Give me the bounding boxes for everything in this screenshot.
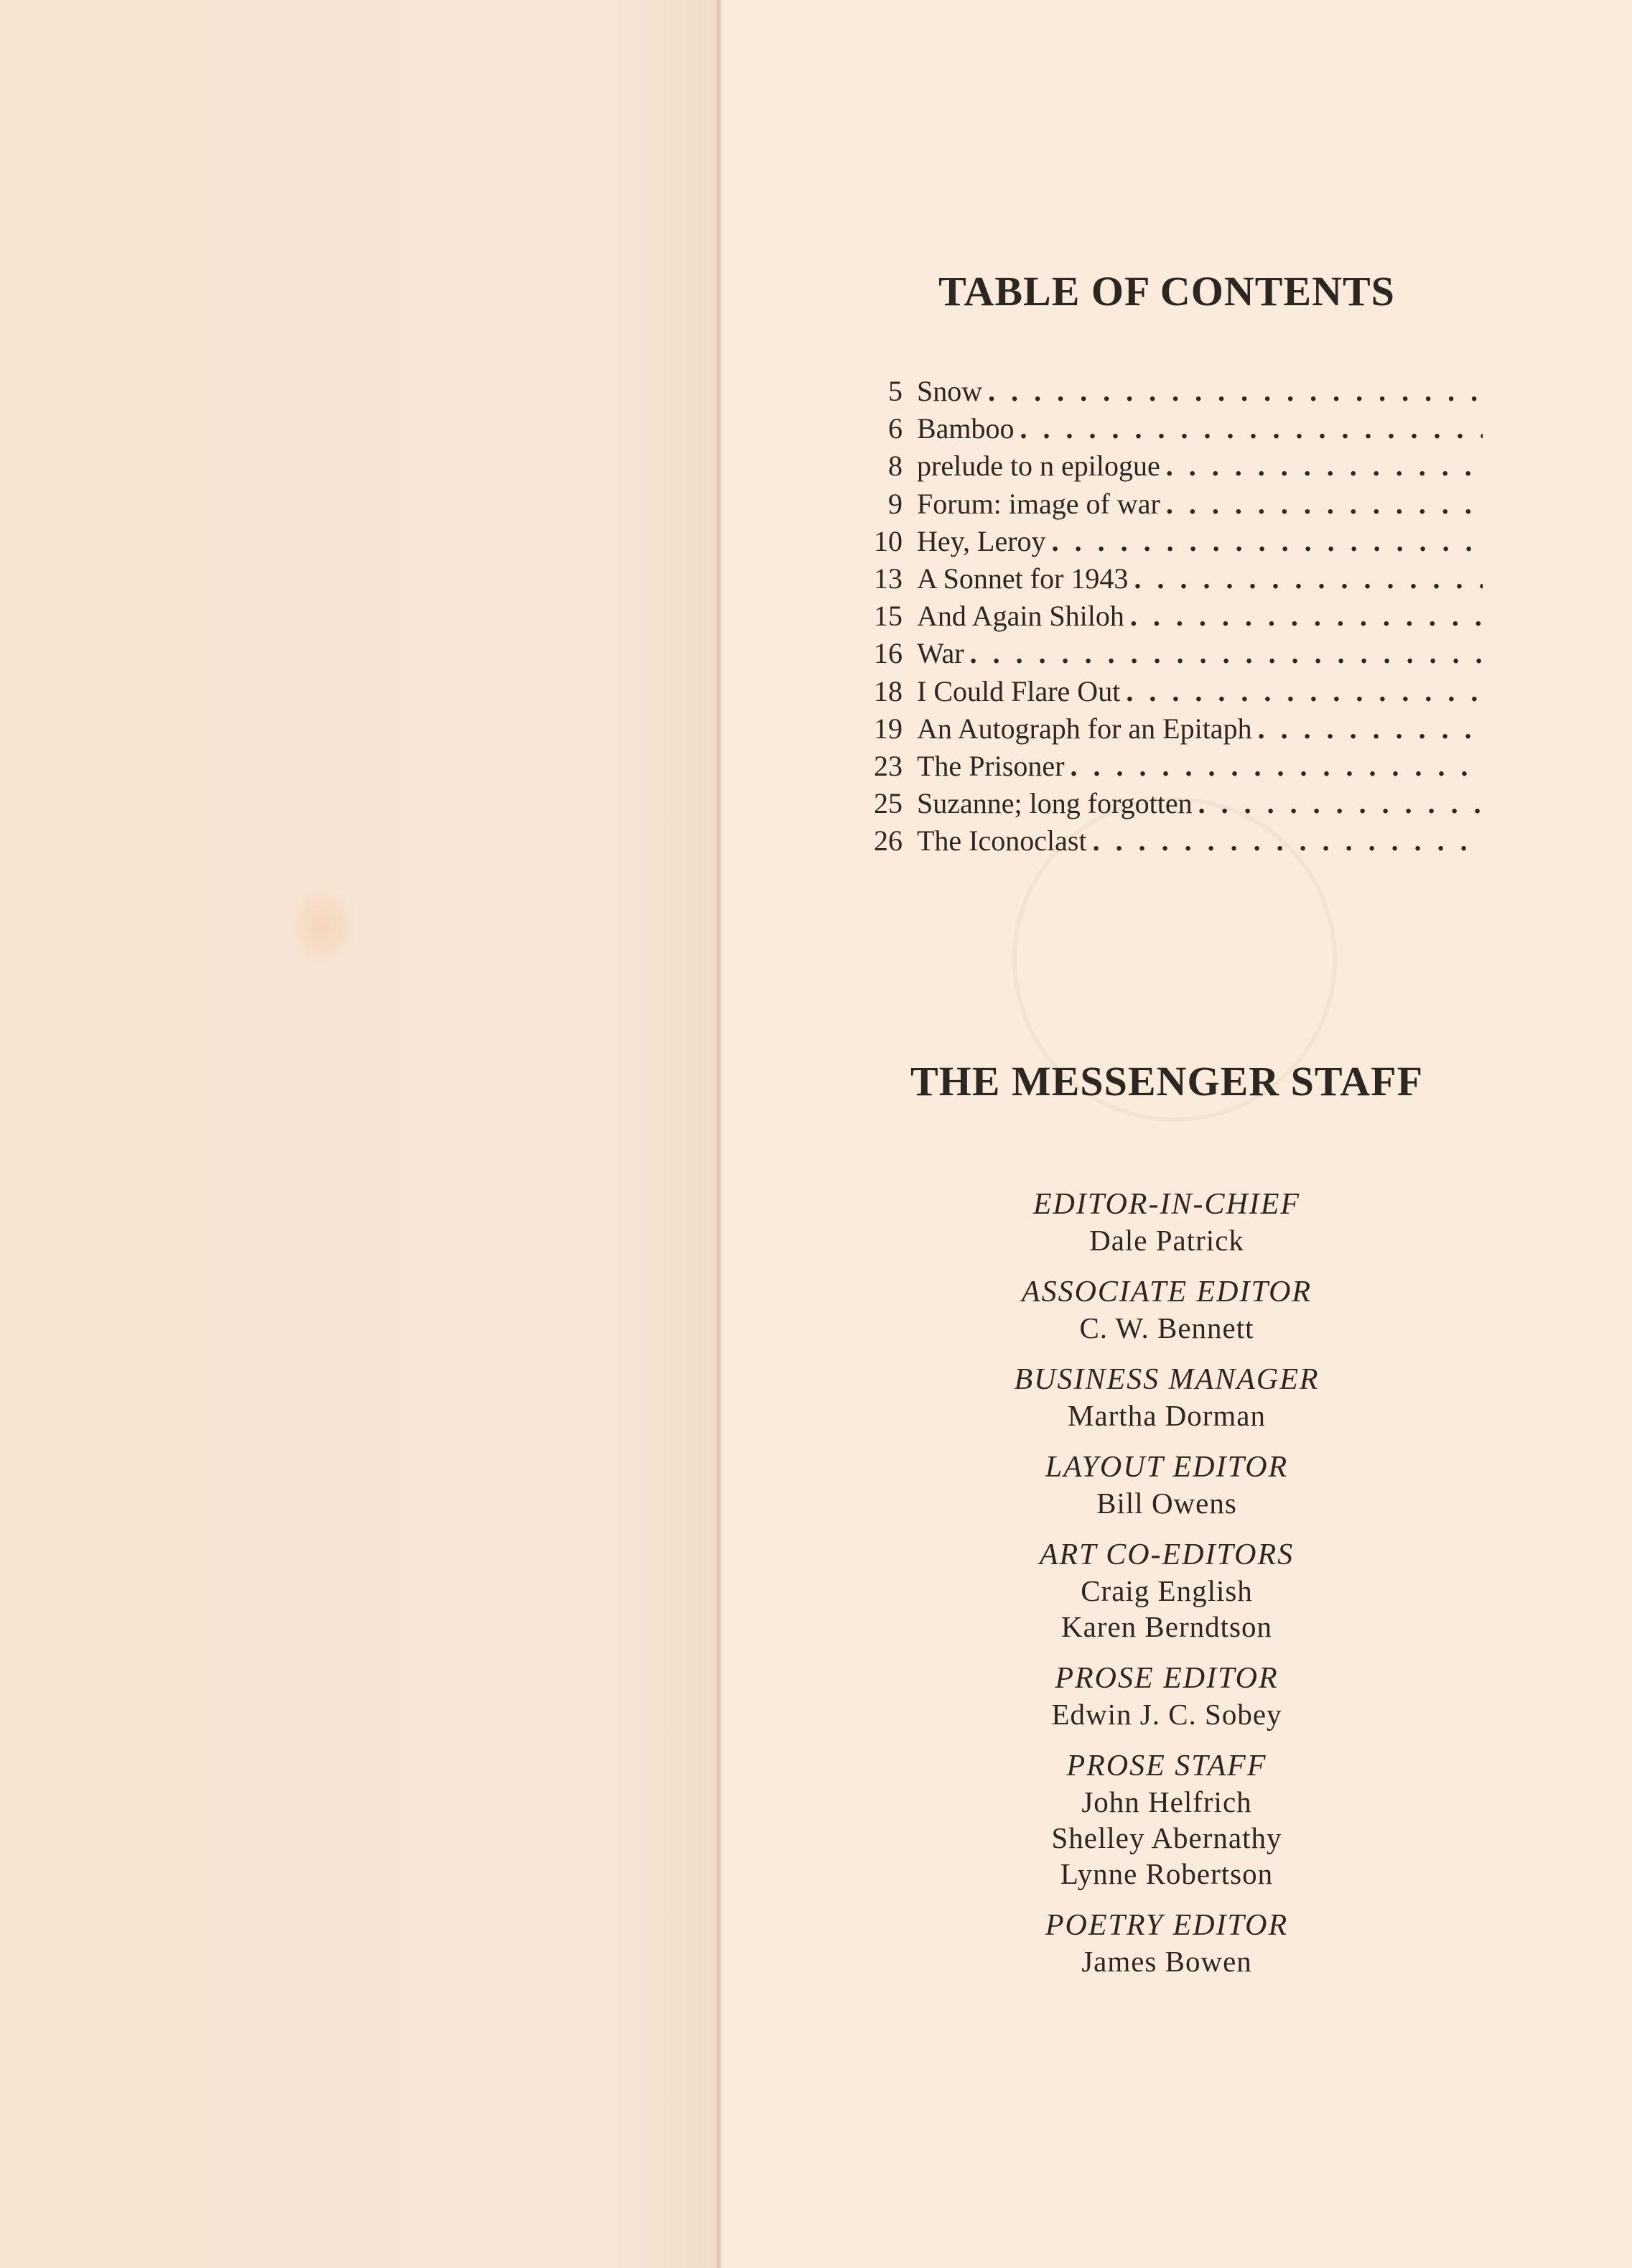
staff-name: Craig English <box>1081 1574 1253 1607</box>
dot-leader <box>1198 785 1483 822</box>
toc-entry-title: The Iconoclast <box>917 824 1087 858</box>
dot-leader <box>1166 447 1483 485</box>
staff-group <box>880 1274 1454 1346</box>
toc-page-number: 16 <box>874 637 903 670</box>
staff-name: Karen Berndtson <box>1061 1610 1272 1643</box>
paper-stain <box>287 883 359 970</box>
staff-name: James Bowen <box>1081 1945 1252 1978</box>
toc-page-number: 23 <box>874 749 903 782</box>
toc-page-number: 26 <box>874 824 903 858</box>
toc-entry-title: Snow <box>917 375 983 407</box>
dot-leader <box>1093 822 1483 860</box>
left-page <box>0 0 718 2268</box>
dot-leader <box>1020 410 1483 447</box>
toc-entry[interactable] <box>851 598 1483 635</box>
dot-leader <box>970 635 1483 672</box>
toc-page-number: 6 <box>888 412 903 445</box>
staff-name: Edwin J. C. Sobey <box>1051 1698 1282 1731</box>
staff-role: PROSE STAFF <box>1066 1749 1267 1783</box>
toc-entry-title: And Again Shiloh <box>917 600 1124 633</box>
toc-entry[interactable] <box>851 560 1483 598</box>
staff-role: BUSINESS MANAGER <box>1014 1363 1320 1396</box>
staff-group <box>880 1449 1454 1521</box>
staff-group <box>880 1186 1454 1258</box>
toc-entry-title: I Could Flare Out <box>917 674 1121 707</box>
staff-group <box>880 1748 1454 1892</box>
staff-group <box>880 1362 1454 1433</box>
staff-list <box>880 1186 1454 1995</box>
toc-page-number: 9 <box>888 487 903 520</box>
toc-entry[interactable] <box>851 673 1483 710</box>
dot-leader <box>988 373 1483 410</box>
toc-entry-title: War <box>917 637 964 670</box>
toc-entry-title: A Sonnet for 1943 <box>917 562 1129 595</box>
dot-leader <box>1126 673 1483 710</box>
toc-entry[interactable] <box>851 635 1483 672</box>
toc-entry[interactable] <box>851 410 1483 447</box>
staff-group <box>880 1660 1454 1732</box>
toc-list <box>851 373 1483 860</box>
toc-page-number: 8 <box>888 450 903 483</box>
staff-name: Martha Dorman <box>1068 1399 1266 1432</box>
toc-page-number: 13 <box>874 562 903 595</box>
staff-heading: THE MESSENGER STAFF <box>910 1058 1424 1105</box>
toc-entry[interactable] <box>851 822 1483 860</box>
dot-leader <box>1052 523 1483 560</box>
toc-entry[interactable] <box>851 485 1483 523</box>
dot-leader <box>1258 710 1483 748</box>
page-fold <box>715 0 722 2268</box>
toc-entry-title: Hey, Leroy <box>917 524 1046 557</box>
staff-role: POETRY EDITOR <box>1045 1909 1289 1942</box>
dot-leader <box>1130 598 1483 635</box>
staff-name: John Helfrich <box>1081 1785 1252 1818</box>
toc-entry[interactable] <box>851 447 1483 485</box>
toc-entry-title: An Autograph for an Epitaph <box>917 712 1252 745</box>
toc-entry[interactable] <box>851 785 1483 822</box>
staff-role: PROSE EDITOR <box>1055 1662 1279 1695</box>
staff-name: Dale Patrick <box>1089 1224 1244 1257</box>
dot-leader <box>1134 560 1483 598</box>
toc-page-number: 25 <box>874 787 903 820</box>
toc-page-number: 15 <box>874 600 903 633</box>
toc-entry[interactable] <box>851 373 1483 410</box>
toc-entry[interactable] <box>851 523 1483 560</box>
toc-entry-title: The Prisoner <box>917 749 1065 782</box>
toc-entry-title: Suzanne; long forgotten <box>917 787 1193 820</box>
dot-leader <box>1071 748 1483 785</box>
toc-entry-title: prelude to n epilogue <box>917 450 1160 483</box>
toc-entry-title: Forum: image of war <box>917 487 1160 520</box>
toc-entry-title: Bamboo <box>917 412 1015 445</box>
staff-group <box>880 1537 1454 1645</box>
staff-name: Lynne Robertson <box>1060 1857 1274 1890</box>
toc-page-number: 5 <box>888 375 903 407</box>
toc-entry[interactable] <box>851 710 1483 748</box>
dot-leader <box>1166 485 1483 523</box>
staff-group <box>880 1907 1454 1979</box>
toc-entry[interactable] <box>851 748 1483 785</box>
staff-role: ASSOCIATE EDITOR <box>1021 1275 1312 1309</box>
toc-heading: TABLE OF CONTENTS <box>938 268 1395 315</box>
staff-role: EDITOR-IN-CHIEF <box>1032 1188 1301 1221</box>
staff-role: ART CO-EDITORS <box>1039 1538 1295 1571</box>
toc-page-number: 19 <box>874 712 903 745</box>
toc-page-number: 18 <box>874 674 903 707</box>
staff-name: C. W. Bennett <box>1079 1311 1254 1344</box>
toc-page-number: 10 <box>874 524 903 557</box>
staff-name: Shelley Abernathy <box>1051 1821 1282 1854</box>
staff-name: Bill Owens <box>1096 1487 1237 1520</box>
staff-role: LAYOUT EDITOR <box>1045 1451 1289 1484</box>
